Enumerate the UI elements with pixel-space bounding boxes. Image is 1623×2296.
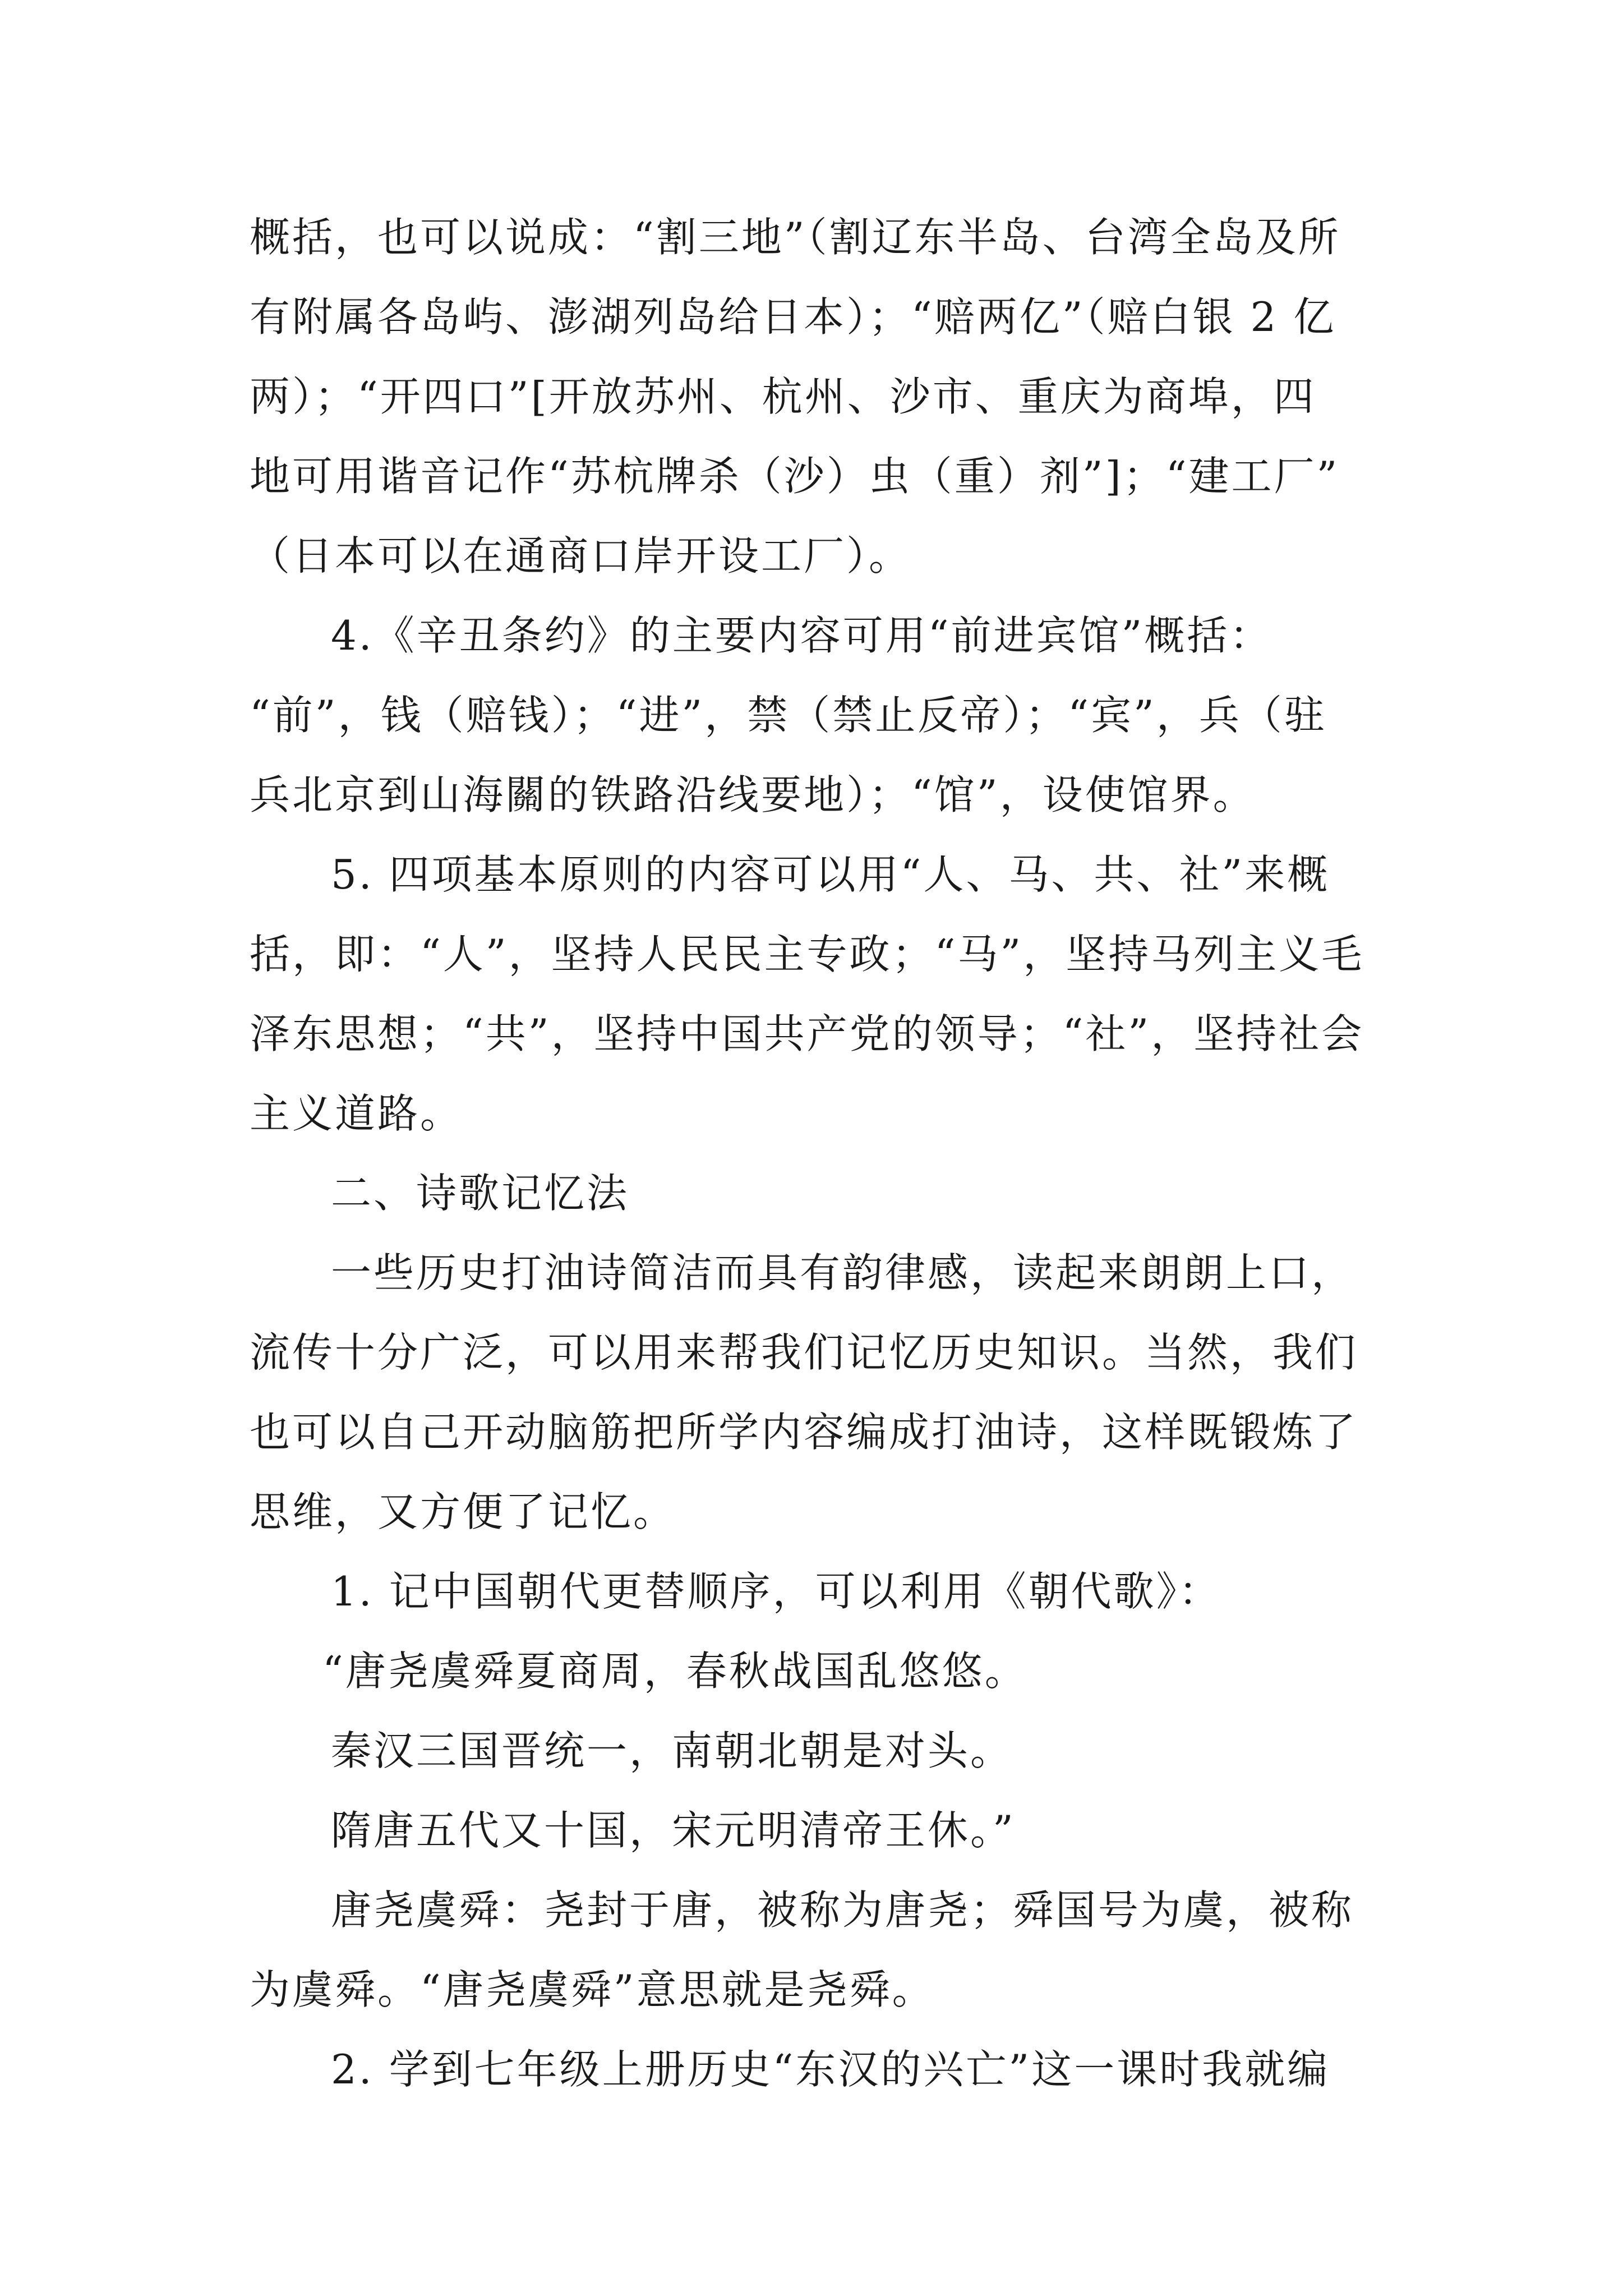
text-line: 有附属各岛屿、澎湖列岛给日本）；“赔两亿”（赔白银 2 亿 <box>250 293 1336 341</box>
text-line: 2. 学到七年级上册历史“东汉的兴亡”这一课时我就编 <box>331 2046 1330 2093</box>
poem-line: “唐尧虞舜夏商周，春秋战国乱悠悠。 <box>322 1648 1027 1695</box>
text-line: 一些历史打油诗简洁而具有韵律感，读起来朗朗上口， <box>331 1249 1354 1296</box>
text-line: 概括，也可以说成：“割三地”（割辽东半岛、台湾全岛及所 <box>250 214 1341 261</box>
text-line: 也可以自己开动脑筋把所学内容编成打油诗，这样既锻炼了 <box>250 1409 1358 1456</box>
text-line: 泽东思想；“共”，坚持中国共产党的领导；“社”，坚持社会 <box>250 1010 1364 1057</box>
text-line: 为虞舜。“唐尧虞舜”意思就是尧舜。 <box>250 1966 935 2013</box>
text-line: 兵北京到山海關的铁路沿线要地）；“馆”，设使馆界。 <box>250 771 1256 818</box>
text-line: （日本可以在通商口岸开设工厂）。 <box>250 532 912 579</box>
poem-line: 秦汉三国晋统一，南朝北朝是对头。 <box>331 1727 1013 1774</box>
text-line: 地可用谐音记作“苏杭牌杀（沙）虫（重）剂”]；“建工厂” <box>250 453 1340 500</box>
poem-line: 隋唐五代又十国，宋元明清帝王休。” <box>331 1807 1016 1854</box>
section-heading: 二、诗歌记忆法 <box>331 1170 630 1217</box>
text-line: 4.《辛丑条约》的主要内容可用“前进宾馆”概括： <box>331 612 1272 659</box>
text-line: 5. 四项基本原则的内容可以用“人、马、共、社”来概 <box>331 851 1330 898</box>
text-line: 唐尧虞舜：尧封于唐，被称为唐尧；舜国号为虞，被称 <box>331 1887 1354 1934</box>
text-line: “前”，钱（赔钱）；“进”，禁（禁止反帝）；“宾”，兵（驻 <box>250 692 1327 739</box>
text-line: 主义道路。 <box>250 1090 463 1137</box>
text-line: 两）；“开四口”[开放苏州、杭州、沙市、重庆为商埠，四 <box>250 373 1316 420</box>
text-line: 流传十分广泛，可以用来帮我们记忆历史知识。当然，我们 <box>250 1329 1358 1376</box>
text-line: 思维，又方便了记忆。 <box>250 1488 676 1535</box>
text-line: 1. 记中国朝代更替顺序，可以利用《朝代歌》： <box>331 1568 1221 1615</box>
text-line: 括，即：“人”，坚持人民民主专政；“马”，坚持马列主义毛 <box>250 931 1364 978</box>
